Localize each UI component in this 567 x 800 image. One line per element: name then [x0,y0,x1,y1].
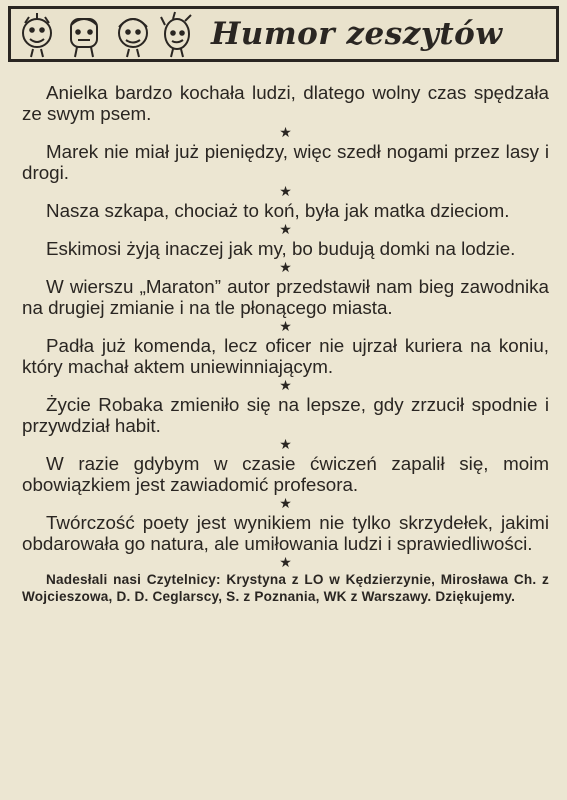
column-title: Humor zeszytów [211,16,503,52]
face-icon [161,12,191,57]
face-icon [71,19,97,57]
joke-paragraph: Twórczość poety jest wynikiem nie tylko skrzydełek, jakimi obdarowała go natura, ale umiłowania ludzi i sprawiedliwości. [22,512,549,554]
jokes-list [8,82,559,605]
joke-paragraph: Padła już komenda, lecz oficer nie ujrzał kuriera na koniu, który machał aktem uniewinniającym. [22,335,549,377]
star-separator: ★ [279,554,292,570]
star-separator: ★ [279,377,292,393]
joke-paragraph: Eskimosi żyją inaczej jak my, bo budują domki na lodzie. [46,238,516,259]
star-separator: ★ [279,124,292,140]
star-separator: ★ [279,221,292,237]
joke-paragraph: Anielka bardzo kochała ludzi, dlatego wolny czas spędzała ze swym psem. [22,82,549,124]
reader-credits: Nadesłali nasi Czytelnicy: Krystyna z LO w Kędzierzynie, Mirosława Ch. z Wojcieszowa, D. D. Ceglarscy, S. z Poznania, WK z Warszawy. Dziękujemy. [22,572,549,604]
star-separator: ★ [279,318,292,334]
face-icon [23,13,51,57]
star-separator: ★ [279,436,292,452]
joke-paragraph: Marek nie miał już pieniędzy, więc szedł nogami przez lasy i drogi. [22,141,549,183]
star-separator: ★ [279,259,292,275]
faces-illustration [15,9,205,59]
joke-paragraph: Życie Robaka zmieniło się na lepsze, gdy zrzucił spodnie i przywdział habit. [22,394,549,436]
joke-paragraph: Nasza szkapa, chociaż to koń, była jak matka dzieciom. [46,200,510,221]
face-icon [119,19,147,57]
star-separator: ★ [279,495,292,511]
column-header [8,6,559,62]
star-separator: ★ [279,183,292,199]
joke-paragraph: W wierszu „Maraton” autor przedstawił nam bieg zawodnika na drugiej zmianie i na tle płonącego miasta. [22,276,549,318]
joke-paragraph: W razie gdybym w czasie ćwiczeń zapalił się, moim obowiązkiem jest zawiadomić profesora. [22,453,549,495]
